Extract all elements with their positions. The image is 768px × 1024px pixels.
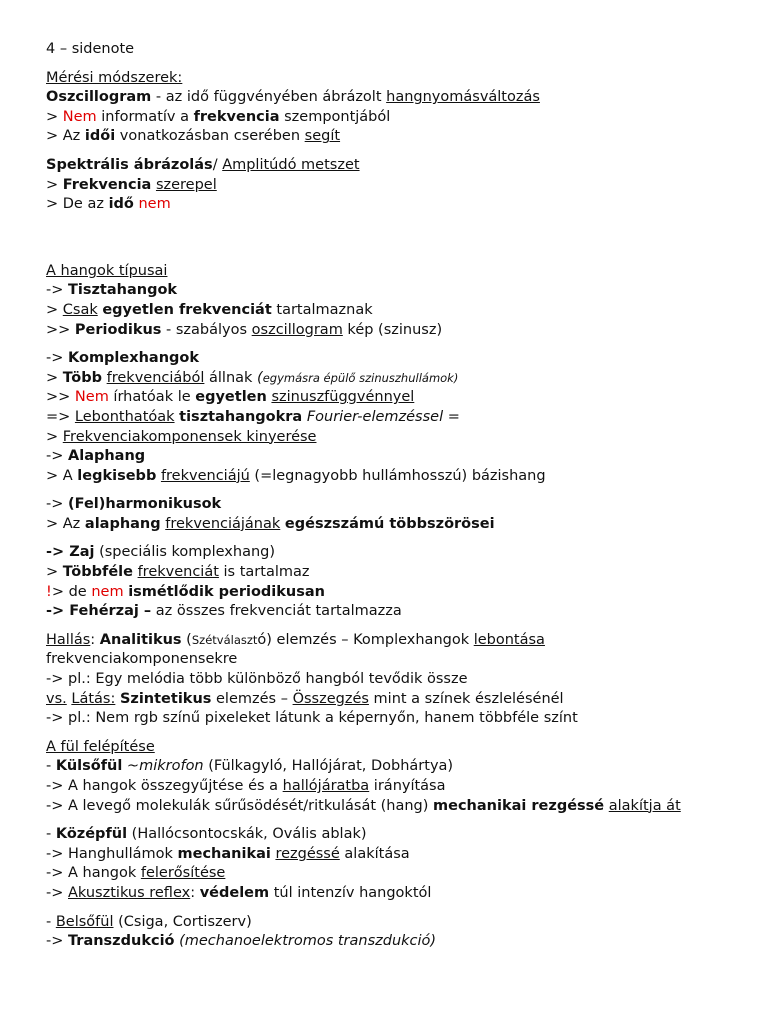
- text-line: [46, 738, 746, 758]
- text-line: [46, 428, 746, 448]
- text-line: [46, 825, 746, 845]
- text-line: [46, 156, 746, 176]
- text-segment: (mechanoelektromos transzdukció): [179, 933, 437, 950]
- text-segment: kép (szinusz): [342, 321, 443, 338]
- text-line: [46, 631, 746, 651]
- text-line: [46, 690, 746, 710]
- text-line: [46, 864, 746, 884]
- text-segment: >: [46, 428, 63, 445]
- text-segment: ó) elemzés – Komplexhangok: [257, 631, 474, 648]
- text-segment: vs.: [46, 690, 67, 707]
- text-segment: Hallás: [46, 631, 91, 648]
- text-line: [46, 127, 746, 147]
- text-segment: :: [90, 631, 100, 648]
- text-segment: vonatkozásban cserében: [115, 128, 305, 145]
- text-segment: ->: [46, 884, 68, 901]
- text-segment: hangnyomásváltozás: [386, 89, 540, 106]
- text-segment: Nem: [74, 389, 109, 406]
- text-segment: -> Hanghullámok: [46, 845, 178, 862]
- text-line: [46, 40, 746, 60]
- text-segment: frekvencia: [193, 108, 280, 125]
- text-segment: >: [46, 301, 63, 318]
- text-segment: -> A hangok: [46, 865, 141, 882]
- text-line: [46, 884, 746, 904]
- text-line: [46, 913, 746, 933]
- text-segment: Mérési módszerek:: [46, 69, 183, 86]
- text-segment: írhatóak le: [108, 389, 196, 406]
- text-segment: (: [257, 369, 263, 386]
- text-segment: =>: [46, 408, 75, 425]
- text-segment: :: [190, 884, 200, 901]
- text-segment: (Fel)harmonikusok: [68, 496, 222, 513]
- text-segment: mint a színek észlelésénél: [368, 690, 564, 707]
- text-segment: Periodikus: [74, 321, 162, 338]
- text-line: [46, 349, 746, 369]
- text-line: [46, 388, 746, 408]
- text-segment: az összes frekvenciát tartalmazza: [151, 603, 402, 620]
- text-line: [46, 408, 746, 428]
- text-segment: legkisebb: [77, 467, 157, 484]
- text-segment: idő: [108, 196, 134, 213]
- text-segment: /: [212, 156, 223, 173]
- text-segment: ->: [46, 448, 68, 465]
- text-segment: irányítása: [369, 778, 446, 794]
- text-segment: (=legnagyobb hullámhosszú) bázishang: [249, 467, 546, 484]
- text-line: [46, 281, 746, 301]
- text-segment: Tisztahangok: [68, 282, 178, 299]
- text-segment: -> Zaj: [46, 544, 95, 561]
- text-segment: hallójáratba: [282, 778, 370, 794]
- text-segment: rezgéssé: [275, 845, 340, 862]
- text-segment: szempontjából: [279, 108, 391, 125]
- text-segment: - az idő függvényében ábrázolt: [151, 89, 387, 106]
- text-segment: is tartalmaz: [218, 564, 310, 581]
- text-line: [46, 262, 746, 282]
- text-segment: alakítja át: [608, 797, 681, 814]
- text-segment: 4 – sidenote: [46, 41, 135, 57]
- text-segment: frekvenciájú: [160, 467, 250, 484]
- text-segment: > De az: [46, 196, 109, 213]
- text-segment: oszcillogram: [251, 321, 343, 338]
- text-segment: mechanikai: [177, 845, 271, 862]
- text-segment: szinuszfüggvénnyel: [271, 389, 415, 406]
- text-segment: Külsőfül: [55, 758, 123, 775]
- text-segment: -> Fehérzaj –: [46, 603, 152, 620]
- text-segment: ->: [46, 282, 68, 299]
- text-segment: (Fülkagyló, Hallójárat, Dobhártya): [203, 758, 454, 775]
- text-segment: egyetlen: [195, 389, 267, 406]
- text-segment: egymásra épülő szinuszhullámok): [262, 370, 459, 385]
- text-segment: állnak: [204, 369, 258, 386]
- text-segment: ->: [46, 496, 68, 513]
- text-segment: szerepel: [155, 176, 217, 193]
- text-segment: >: [46, 369, 63, 386]
- text-line: [46, 777, 746, 797]
- text-segment: (: [181, 631, 192, 648]
- text-segment: segít: [304, 128, 341, 145]
- text-line: [46, 543, 746, 563]
- text-segment: Fourier-elemzéssel: [306, 408, 444, 425]
- text-segment: =: [443, 408, 460, 425]
- text-segment: Szétválaszt: [191, 632, 258, 647]
- text-segment: mikrofon: [139, 758, 204, 775]
- text-segment: Transzdukció: [68, 933, 175, 950]
- text-segment: Analitikus: [99, 631, 182, 648]
- text-segment: >>: [46, 321, 75, 338]
- text-segment: informatív a: [96, 108, 194, 125]
- text-line: [46, 176, 746, 196]
- text-segment: mechanikai rezgéssé: [433, 797, 605, 814]
- text-segment: > de: [51, 583, 92, 600]
- text-segment: lebontása: [473, 631, 545, 648]
- text-segment: frekvenciájának: [165, 515, 281, 532]
- text-segment: - szabályos: [161, 321, 252, 338]
- text-segment: frekvenciát: [137, 564, 219, 581]
- text-line: [46, 583, 746, 603]
- text-line: [46, 797, 746, 817]
- text-segment: >>: [46, 389, 75, 406]
- text-segment: nem: [138, 196, 171, 213]
- text-segment: Nem: [62, 108, 97, 125]
- text-line: [46, 108, 746, 128]
- text-segment: -> pl.: Egy melódia több különböző hangból tevődik össze: [46, 671, 468, 688]
- text-segment: (Csiga, Cortiszerv): [113, 913, 252, 930]
- text-segment: -> A levegő molekulák sűrűsödését/ritkulását (hang): [46, 797, 434, 814]
- text-segment: tartalmaznak: [271, 301, 373, 318]
- text-segment: ->: [46, 350, 68, 367]
- text-line: [46, 602, 746, 622]
- text-segment: frekvenciából: [106, 369, 205, 386]
- text-segment: -> A hangok összegyűjtése és a: [46, 778, 283, 794]
- text-segment: felerősítése: [140, 865, 226, 882]
- text-segment: -: [46, 913, 56, 930]
- text-segment: A fül felépítése: [46, 738, 155, 755]
- text-segment: -: [46, 826, 56, 843]
- text-segment: >: [46, 564, 63, 581]
- text-segment: alakítása: [339, 845, 410, 862]
- text-segment: A hangok típusai: [46, 262, 168, 279]
- text-segment: Szintetikus: [119, 690, 212, 707]
- text-segment: (Hallócsontocskák, Ovális ablak): [127, 826, 367, 843]
- text-segment: Oszcillogram: [46, 89, 152, 106]
- text-line: [46, 932, 746, 952]
- text-segment: Frekvencia: [62, 176, 152, 193]
- text-line: [46, 845, 746, 865]
- text-segment: Amplitúdó metszet: [222, 156, 360, 173]
- text-line: [46, 69, 746, 89]
- text-segment: > Az: [46, 515, 85, 532]
- text-segment: Belsőfül: [55, 913, 114, 930]
- text-segment: Spektrális ábrázolás: [46, 156, 213, 173]
- text-line: [46, 301, 746, 321]
- text-segment: (speciális komplexhang): [94, 544, 276, 561]
- text-segment: Frekvenciakomponensek kinyerése: [62, 428, 317, 445]
- text-segment: nem: [91, 583, 124, 600]
- text-segment: Komplexhangok: [68, 350, 200, 367]
- text-segment: -> pl.: Nem rgb színű pixeleket látunk a képernyőn, hanem többféle színt: [46, 710, 578, 727]
- text-line: [46, 321, 746, 341]
- text-line: [46, 88, 746, 108]
- text-segment: Csak: [62, 301, 98, 318]
- text-segment: -: [46, 758, 56, 775]
- text-line: [46, 563, 746, 583]
- text-segment: védelem: [199, 884, 270, 901]
- text-line: [46, 757, 746, 777]
- text-segment: >: [46, 176, 63, 193]
- text-segment: Összegzés: [292, 690, 369, 707]
- text-line: [46, 495, 746, 515]
- text-segment: > A: [46, 467, 78, 484]
- text-segment: tisztahangokra: [179, 408, 303, 425]
- text-line: [46, 195, 746, 215]
- text-segment: >: [46, 108, 63, 125]
- text-segment: elemzés –: [211, 690, 293, 707]
- text-segment: Akusztikus reflex: [68, 884, 191, 901]
- text-segment: alaphang: [84, 515, 161, 532]
- text-segment: ~: [122, 758, 140, 775]
- text-segment: ismétlődik periodikusan: [128, 583, 325, 600]
- text-segment: Alaphang: [68, 448, 146, 465]
- text-segment: Látás:: [71, 690, 116, 707]
- text-line: [46, 650, 746, 670]
- text-line: [46, 369, 746, 389]
- text-segment: idői: [84, 128, 116, 145]
- text-segment: Többféle: [62, 564, 133, 581]
- text-segment: ->: [46, 933, 68, 950]
- text-line: [46, 515, 746, 535]
- text-segment: egészszámú többszörösei: [284, 515, 495, 532]
- text-segment: Több: [62, 369, 103, 386]
- text-segment: !: [46, 583, 52, 600]
- text-line: [46, 709, 746, 729]
- text-segment: frekvenciakomponensekre: [46, 651, 238, 668]
- text-segment: > Az: [46, 128, 85, 145]
- text-line: [46, 670, 746, 690]
- text-segment: Középfül: [55, 826, 128, 843]
- text-line: [46, 447, 746, 467]
- text-segment: túl intenzív hangoktól: [269, 884, 432, 901]
- text-segment: egyetlen frekvenciát: [102, 301, 272, 318]
- text-segment: Lebonthatóak: [74, 408, 175, 425]
- text-line: [46, 467, 746, 487]
